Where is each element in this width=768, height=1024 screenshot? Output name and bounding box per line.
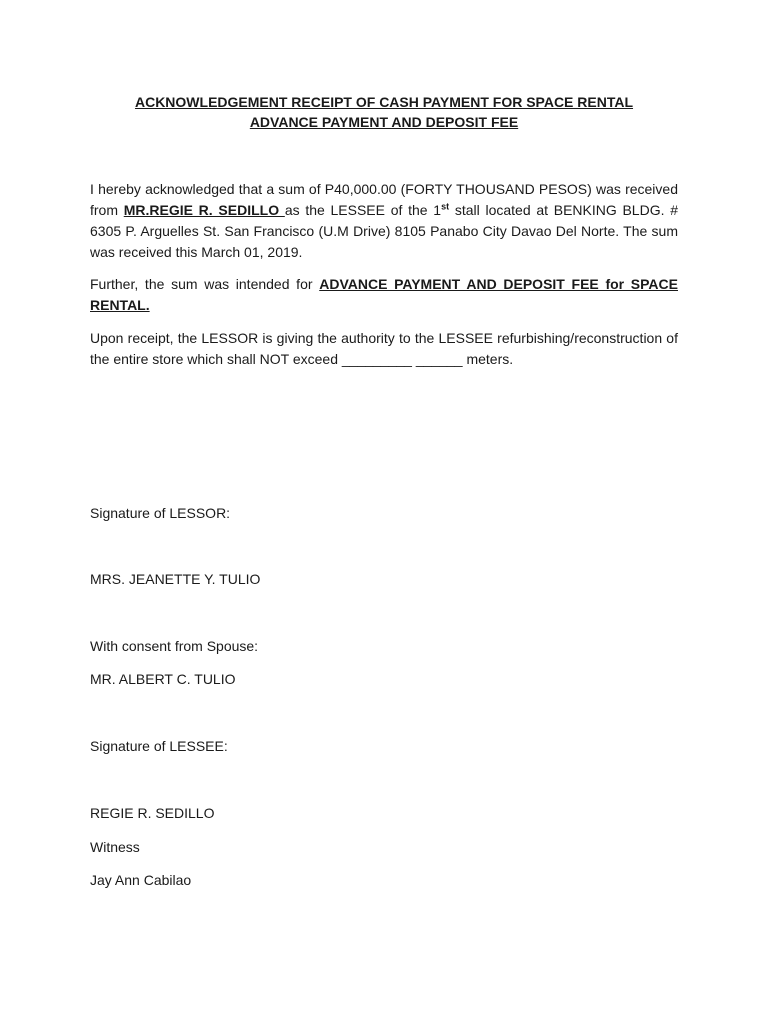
document-title-line-2: ADVANCE PAYMENT AND DEPOSIT FEE xyxy=(249,114,519,130)
purpose-intro: Further, the sum was intended for xyxy=(90,276,320,292)
witness-name: Jay Ann Cabilao xyxy=(90,872,192,888)
meters-blank: _________ ______ xyxy=(341,351,463,367)
lessee-name: REGIE R. SEDILLO xyxy=(90,805,215,821)
meters-unit: meters. xyxy=(462,351,514,367)
ordinal-suffix: st xyxy=(441,201,450,212)
lessee-signature-label: Signature of LESSEE: xyxy=(90,738,228,754)
paragraph-intro: I hereby acknowledged that a sum of P40,000.00 (FORTY THOUSAND PESOS) was received from xyxy=(90,181,678,218)
lessor-signature-label: Signature of LESSOR: xyxy=(90,505,231,521)
spouse-name: MR. ALBERT C. TULIO xyxy=(90,671,236,687)
paragraph-mid: as the LESSEE of the 1 xyxy=(284,202,442,218)
purpose-emphasis: ADVANCE PAYMENT AND DEPOSIT FEE for SPACE RENTAL. xyxy=(90,276,678,313)
location-text: stall located at BENKING BLDG. # 6305 P. Arguelles St. San Francisco (U.M Drive) 8105 Panabo City Davao Del Norte. The sum was received this March 01, 2019. xyxy=(90,202,678,260)
authority-paragraph xyxy=(90,328,678,370)
purpose-paragraph xyxy=(90,274,678,316)
lessee-name-emphasis: MR.REGIE R. SEDILLO xyxy=(123,202,285,218)
witness-label: Witness xyxy=(90,839,140,855)
authority-text: Upon receipt, the LESSOR is giving the authority to the LESSEE refurbishing/reconstruction of the entire store which shall NOT exceed xyxy=(90,330,678,367)
lessor-name: MRS. JEANETTE Y. TULIO xyxy=(90,571,261,587)
spouse-consent-label: With consent from Spouse: xyxy=(90,638,259,654)
acknowledgement-paragraph xyxy=(90,179,678,263)
document-title-line-1: ACKNOWLEDGEMENT RECEIPT OF CASH PAYMENT FOR SPACE RENTAL xyxy=(134,94,634,110)
